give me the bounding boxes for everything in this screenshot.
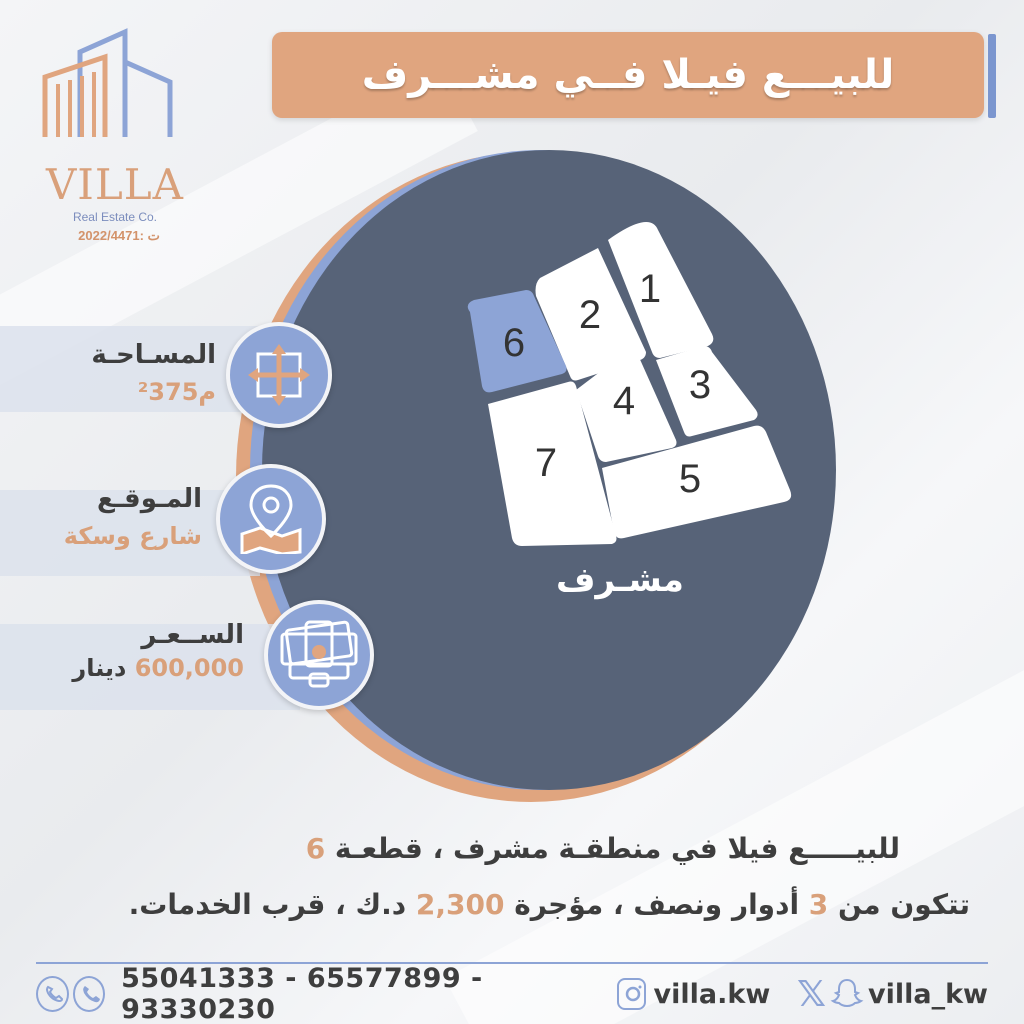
plot-map xyxy=(450,200,810,560)
description-floors: 3 xyxy=(808,888,829,921)
snapchat-icon[interactable] xyxy=(830,976,864,1012)
plot-label-5: 5 xyxy=(678,457,702,501)
contact-footer xyxy=(36,963,988,1024)
description-text: د.ك ، قرب الخدمات. xyxy=(128,888,407,921)
area-value xyxy=(20,378,216,406)
area-name: مشـرف xyxy=(556,560,684,600)
brand-name: VILLA xyxy=(45,160,185,209)
resize-arrows-icon xyxy=(248,344,310,406)
price-label: الســعـر xyxy=(141,620,244,650)
description-text: تتكون من xyxy=(838,888,970,921)
instagram-handle[interactable]: villa.kw xyxy=(653,978,771,1010)
area-label: المسـاحـة xyxy=(91,340,216,370)
area-unit: م² xyxy=(137,378,216,406)
description-line-1 xyxy=(120,832,900,865)
area-number: 375 xyxy=(148,378,199,406)
instagram-icon[interactable] xyxy=(617,978,646,1010)
phone-numbers[interactable]: 55041333 - 65577899 - 93330230 xyxy=(121,963,483,1024)
x-icon[interactable]: 𝕏 xyxy=(797,973,827,1015)
phone-icon[interactable] xyxy=(73,976,106,1012)
location-label: المـوقـع xyxy=(97,484,202,514)
title-banner xyxy=(272,32,984,118)
money-icon xyxy=(280,618,358,692)
price-icon-circle xyxy=(264,600,374,710)
title-accent-bar xyxy=(988,34,996,118)
description-rent: 2,300 xyxy=(415,888,505,921)
price-value xyxy=(20,654,244,682)
description-line-2 xyxy=(40,888,970,921)
description-text: للبيـــــع فيلا في منطقـة مشرف ، قطعـة xyxy=(334,832,900,865)
snapchat-handle[interactable]: villa_kw xyxy=(868,978,988,1010)
whatsapp-icon[interactable] xyxy=(36,976,69,1012)
license-number: ت :2022/4471 xyxy=(78,228,160,243)
plot-label-2: 2 xyxy=(578,293,602,337)
plot-label-4: 4 xyxy=(612,379,636,423)
plot-label-3: 3 xyxy=(688,363,712,407)
location-value: شارع وسكة xyxy=(63,522,202,550)
description-text: أدوار ونصف ، مؤجرة xyxy=(514,888,800,921)
brand-subtitle: Real Estate Co. xyxy=(72,210,158,224)
plot-label-6: 6 xyxy=(502,321,526,365)
location-icon-circle xyxy=(216,464,326,574)
description-plot-number: 6 xyxy=(305,832,326,865)
building-logo-icon xyxy=(30,22,190,142)
page-title: للبيـــع فيـلا فــي مشـــرف xyxy=(361,52,895,98)
price-number: 600,000 xyxy=(134,654,244,682)
price-currency: دينار xyxy=(72,654,127,682)
plot-label-7: 7 xyxy=(534,441,558,485)
map-pin-icon xyxy=(238,484,304,554)
company-logo xyxy=(20,22,190,243)
plot-label-1: 1 xyxy=(638,267,662,311)
area-icon-circle xyxy=(226,322,332,428)
